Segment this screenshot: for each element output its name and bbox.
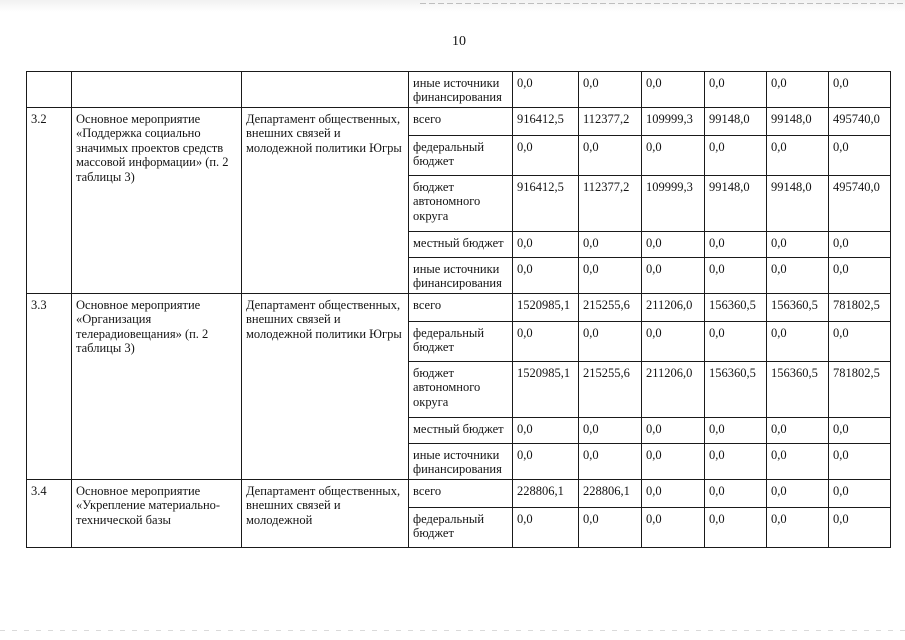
funding-source-cell: бюджет автономного округа xyxy=(409,362,513,418)
value-cell: 228806,1 xyxy=(579,480,642,508)
value-cell: 495740,0 xyxy=(829,176,891,232)
value-cell: 0,0 xyxy=(642,258,705,294)
value-cell: 0,0 xyxy=(642,232,705,258)
value-cell: 495740,0 xyxy=(829,108,891,136)
value-cell: 0,0 xyxy=(579,232,642,258)
funding-source-cell: всего xyxy=(409,294,513,322)
value-cell: 0,0 xyxy=(513,258,579,294)
value-cell: 0,0 xyxy=(705,418,767,444)
page-number: 10 xyxy=(452,34,466,49)
scan-shadow-top xyxy=(0,0,905,12)
value-cell: 109999,3 xyxy=(642,108,705,136)
value-cell: 781802,5 xyxy=(829,294,891,322)
value-cell: 0,0 xyxy=(513,508,579,548)
funding-source-cell: иные источники финансирования xyxy=(409,72,513,108)
value-cell: 0,0 xyxy=(642,508,705,548)
value-cell: 99148,0 xyxy=(705,108,767,136)
value-cell: 916412,5 xyxy=(513,108,579,136)
value-cell: 228806,1 xyxy=(513,480,579,508)
value-cell: 0,0 xyxy=(705,480,767,508)
row-number-cell xyxy=(27,72,72,108)
value-cell: 0,0 xyxy=(513,444,579,480)
value-cell: 0,0 xyxy=(829,232,891,258)
scan-artifact-line xyxy=(420,3,905,4)
table-row xyxy=(27,108,891,136)
value-cell: 0,0 xyxy=(705,444,767,480)
executor-cell: Департамент общественных, внешних связей и молодежной политики Югры xyxy=(242,108,409,294)
value-cell: 1520985,1 xyxy=(513,362,579,418)
budget-table xyxy=(26,71,891,548)
row-number-cell: 3.2 xyxy=(27,108,72,294)
scan-artifact-line-bottom xyxy=(0,630,905,631)
value-cell: 0,0 xyxy=(705,508,767,548)
value-cell: 0,0 xyxy=(705,232,767,258)
value-cell: 0,0 xyxy=(705,72,767,108)
value-cell: 215255,6 xyxy=(579,362,642,418)
value-cell: 0,0 xyxy=(642,72,705,108)
value-cell: 156360,5 xyxy=(705,294,767,322)
value-cell: 0,0 xyxy=(767,508,829,548)
funding-source-cell: местный бюджет xyxy=(409,418,513,444)
funding-source-cell: всего xyxy=(409,480,513,508)
funding-source-cell: федеральный бюджет xyxy=(409,136,513,176)
value-cell: 0,0 xyxy=(513,136,579,176)
table-row xyxy=(27,294,891,322)
value-cell: 0,0 xyxy=(513,322,579,362)
value-cell: 1520985,1 xyxy=(513,294,579,322)
value-cell: 0,0 xyxy=(642,322,705,362)
value-cell: 0,0 xyxy=(642,418,705,444)
value-cell: 215255,6 xyxy=(579,294,642,322)
value-cell: 0,0 xyxy=(642,136,705,176)
value-cell: 109999,3 xyxy=(642,176,705,232)
value-cell: 0,0 xyxy=(767,418,829,444)
value-cell: 0,0 xyxy=(642,444,705,480)
row-number-cell: 3.4 xyxy=(27,480,72,548)
funding-source-cell: федеральный бюджет xyxy=(409,322,513,362)
value-cell: 0,0 xyxy=(767,258,829,294)
row-number-cell: 3.3 xyxy=(27,294,72,480)
value-cell: 0,0 xyxy=(513,232,579,258)
activity-cell: Основное мероприятие «Организация телерадиовещания» (п. 2 таблицы 3) xyxy=(72,294,242,480)
value-cell: 0,0 xyxy=(829,508,891,548)
value-cell: 0,0 xyxy=(579,322,642,362)
funding-source-cell: бюджет автономного округа xyxy=(409,176,513,232)
value-cell: 0,0 xyxy=(829,322,891,362)
value-cell: 0,0 xyxy=(642,480,705,508)
value-cell: 156360,5 xyxy=(767,362,829,418)
value-cell: 0,0 xyxy=(829,72,891,108)
value-cell: 0,0 xyxy=(705,322,767,362)
value-cell: 0,0 xyxy=(829,480,891,508)
executor-cell: Департамент общественных, внешних связей и молодежной политики Югры xyxy=(242,294,409,480)
funding-source-cell: всего xyxy=(409,108,513,136)
activity-cell: Основное мероприятие «Укрепление материально-технической базы xyxy=(72,480,242,548)
value-cell: 99148,0 xyxy=(705,176,767,232)
value-cell: 0,0 xyxy=(829,258,891,294)
activity-cell xyxy=(72,72,242,108)
value-cell: 0,0 xyxy=(767,136,829,176)
value-cell: 112377,2 xyxy=(579,108,642,136)
value-cell: 211206,0 xyxy=(642,294,705,322)
value-cell: 0,0 xyxy=(513,72,579,108)
value-cell: 0,0 xyxy=(579,508,642,548)
value-cell: 99148,0 xyxy=(767,176,829,232)
value-cell: 916412,5 xyxy=(513,176,579,232)
executor-cell xyxy=(242,72,409,108)
value-cell: 0,0 xyxy=(579,72,642,108)
funding-source-cell: федеральный бюджет xyxy=(409,508,513,548)
value-cell: 99148,0 xyxy=(767,108,829,136)
table-row xyxy=(27,480,891,508)
value-cell: 0,0 xyxy=(767,444,829,480)
value-cell: 0,0 xyxy=(579,136,642,176)
value-cell: 211206,0 xyxy=(642,362,705,418)
funding-source-cell: местный бюджет xyxy=(409,232,513,258)
value-cell: 156360,5 xyxy=(705,362,767,418)
value-cell: 0,0 xyxy=(829,136,891,176)
funding-source-cell: иные источники финансирования xyxy=(409,258,513,294)
executor-cell: Департамент общественных, внешних связей и молодежной xyxy=(242,480,409,548)
value-cell: 0,0 xyxy=(829,444,891,480)
value-cell: 0,0 xyxy=(767,322,829,362)
value-cell: 0,0 xyxy=(579,444,642,480)
value-cell: 0,0 xyxy=(705,258,767,294)
value-cell: 0,0 xyxy=(705,136,767,176)
value-cell: 0,0 xyxy=(579,418,642,444)
value-cell: 0,0 xyxy=(767,232,829,258)
funding-source-cell: иные источники финансирования xyxy=(409,444,513,480)
value-cell: 0,0 xyxy=(767,72,829,108)
activity-cell: Основное мероприятие «Поддержка социально значимых проектов средств массовой информации» (п. 2 таблицы 3) xyxy=(72,108,242,294)
budget-table-body xyxy=(27,72,891,548)
value-cell: 781802,5 xyxy=(829,362,891,418)
table-row xyxy=(27,72,891,108)
value-cell: 0,0 xyxy=(767,480,829,508)
value-cell: 0,0 xyxy=(579,258,642,294)
value-cell: 0,0 xyxy=(829,418,891,444)
value-cell: 0,0 xyxy=(513,418,579,444)
value-cell: 112377,2 xyxy=(579,176,642,232)
value-cell: 156360,5 xyxy=(767,294,829,322)
